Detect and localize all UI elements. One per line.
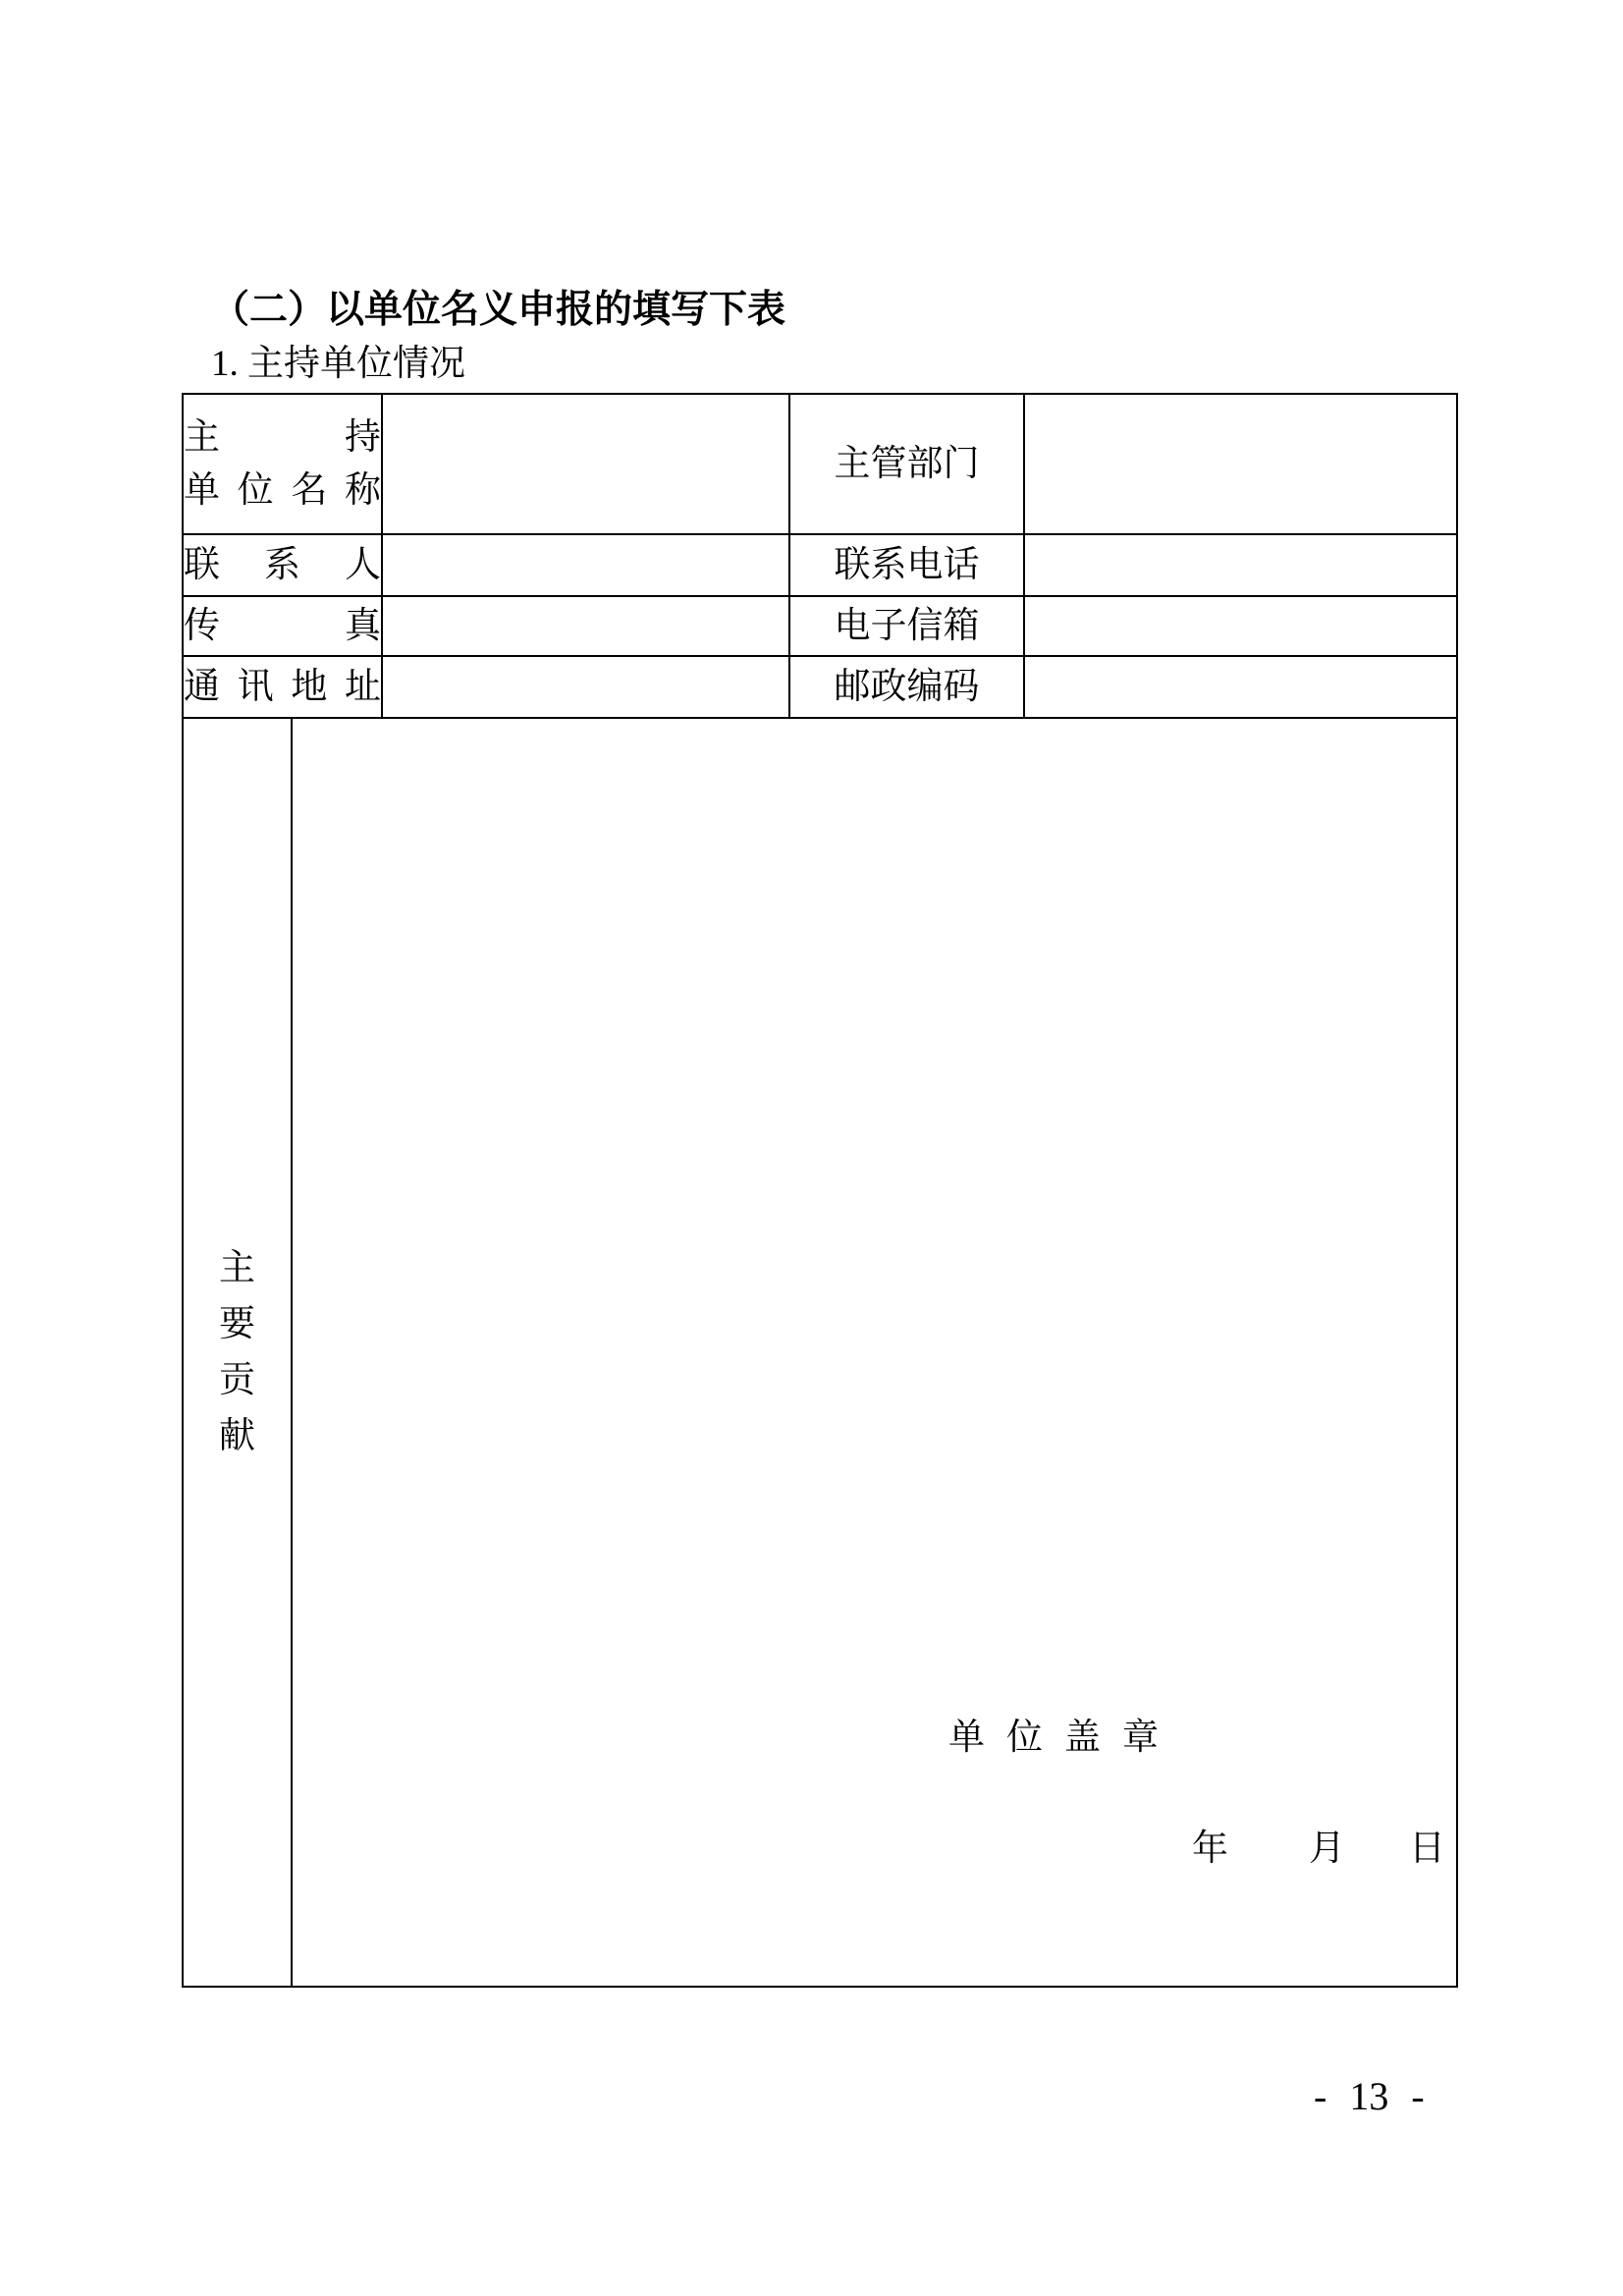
table-row-main-contribution (183, 718, 1457, 1987)
label-char: 献 (219, 1416, 255, 1456)
label-char: 传 (184, 605, 220, 646)
contact-person-value (382, 534, 789, 596)
main-contribution-label (219, 1240, 255, 1464)
section-heading: （二）以单位名义申报的填写下表 (211, 289, 786, 331)
fax-label-cell (183, 596, 382, 656)
table-row-host-unit (183, 394, 1457, 534)
date-month-label: 月 (1309, 1829, 1345, 1869)
table-row-fax (183, 596, 1457, 656)
contact-phone-value (1024, 534, 1457, 596)
host-unit-info-table (182, 393, 1458, 1988)
host-unit-label-line1 (184, 411, 381, 465)
label-char: 要 (219, 1304, 255, 1344)
label-char: 位 (1006, 1718, 1043, 1758)
table-row-address (183, 656, 1457, 718)
main-contribution-value (292, 718, 1457, 1987)
main-contribution-label-cell (183, 718, 292, 1987)
label-char: 主 (219, 1248, 255, 1288)
supervising-department-value (1024, 394, 1457, 534)
page-number: - 13 - (1314, 2074, 1425, 2118)
label-char: 主 (184, 416, 220, 458)
subsection-heading: 1. 主持单位情况 (211, 344, 465, 384)
label-char: 名 (291, 469, 328, 511)
label-char: 地 (291, 666, 328, 707)
label-char: 称 (344, 469, 381, 511)
email-label: 电子信箱 (789, 596, 1024, 656)
supervising-department-label: 主管部门 (789, 394, 1024, 534)
label-char: 章 (1122, 1718, 1159, 1758)
host-unit-label-line2 (184, 465, 381, 518)
date-year-label: 年 (1192, 1829, 1228, 1869)
postal-code-value (1024, 656, 1457, 718)
label-char: 讯 (237, 666, 274, 707)
email-value (1024, 596, 1457, 656)
mailing-address-label-cell (183, 656, 382, 718)
contact-person-label-cell (183, 534, 382, 596)
contact-phone-label: 联系电话 (789, 534, 1024, 596)
mailing-address-value (382, 656, 789, 718)
fax-label (184, 607, 381, 646)
date-day-label: 日 (1409, 1829, 1445, 1869)
label-char: 人 (345, 544, 381, 585)
label-char: 盖 (1064, 1718, 1101, 1758)
table-row-contact (183, 534, 1457, 596)
label-char: 通 (184, 666, 220, 707)
mailing-address-label (184, 668, 381, 707)
label-char: 单 (948, 1718, 985, 1758)
label-char: 位 (237, 469, 274, 511)
label-char: 址 (344, 666, 381, 707)
label-char: 联 (184, 544, 220, 585)
label-char: 持 (345, 416, 381, 458)
host-unit-name-label-cell (183, 394, 382, 534)
fax-value (382, 596, 789, 656)
label-char: 单 (184, 469, 220, 511)
label-char: 系 (264, 544, 300, 585)
contact-person-label (184, 546, 381, 585)
label-char: 真 (345, 605, 381, 646)
host-unit-name-value (382, 394, 789, 534)
label-char: 贡 (219, 1360, 255, 1400)
unit-seal-label (948, 1719, 1159, 1758)
postal-code-label: 邮政编码 (789, 656, 1024, 718)
